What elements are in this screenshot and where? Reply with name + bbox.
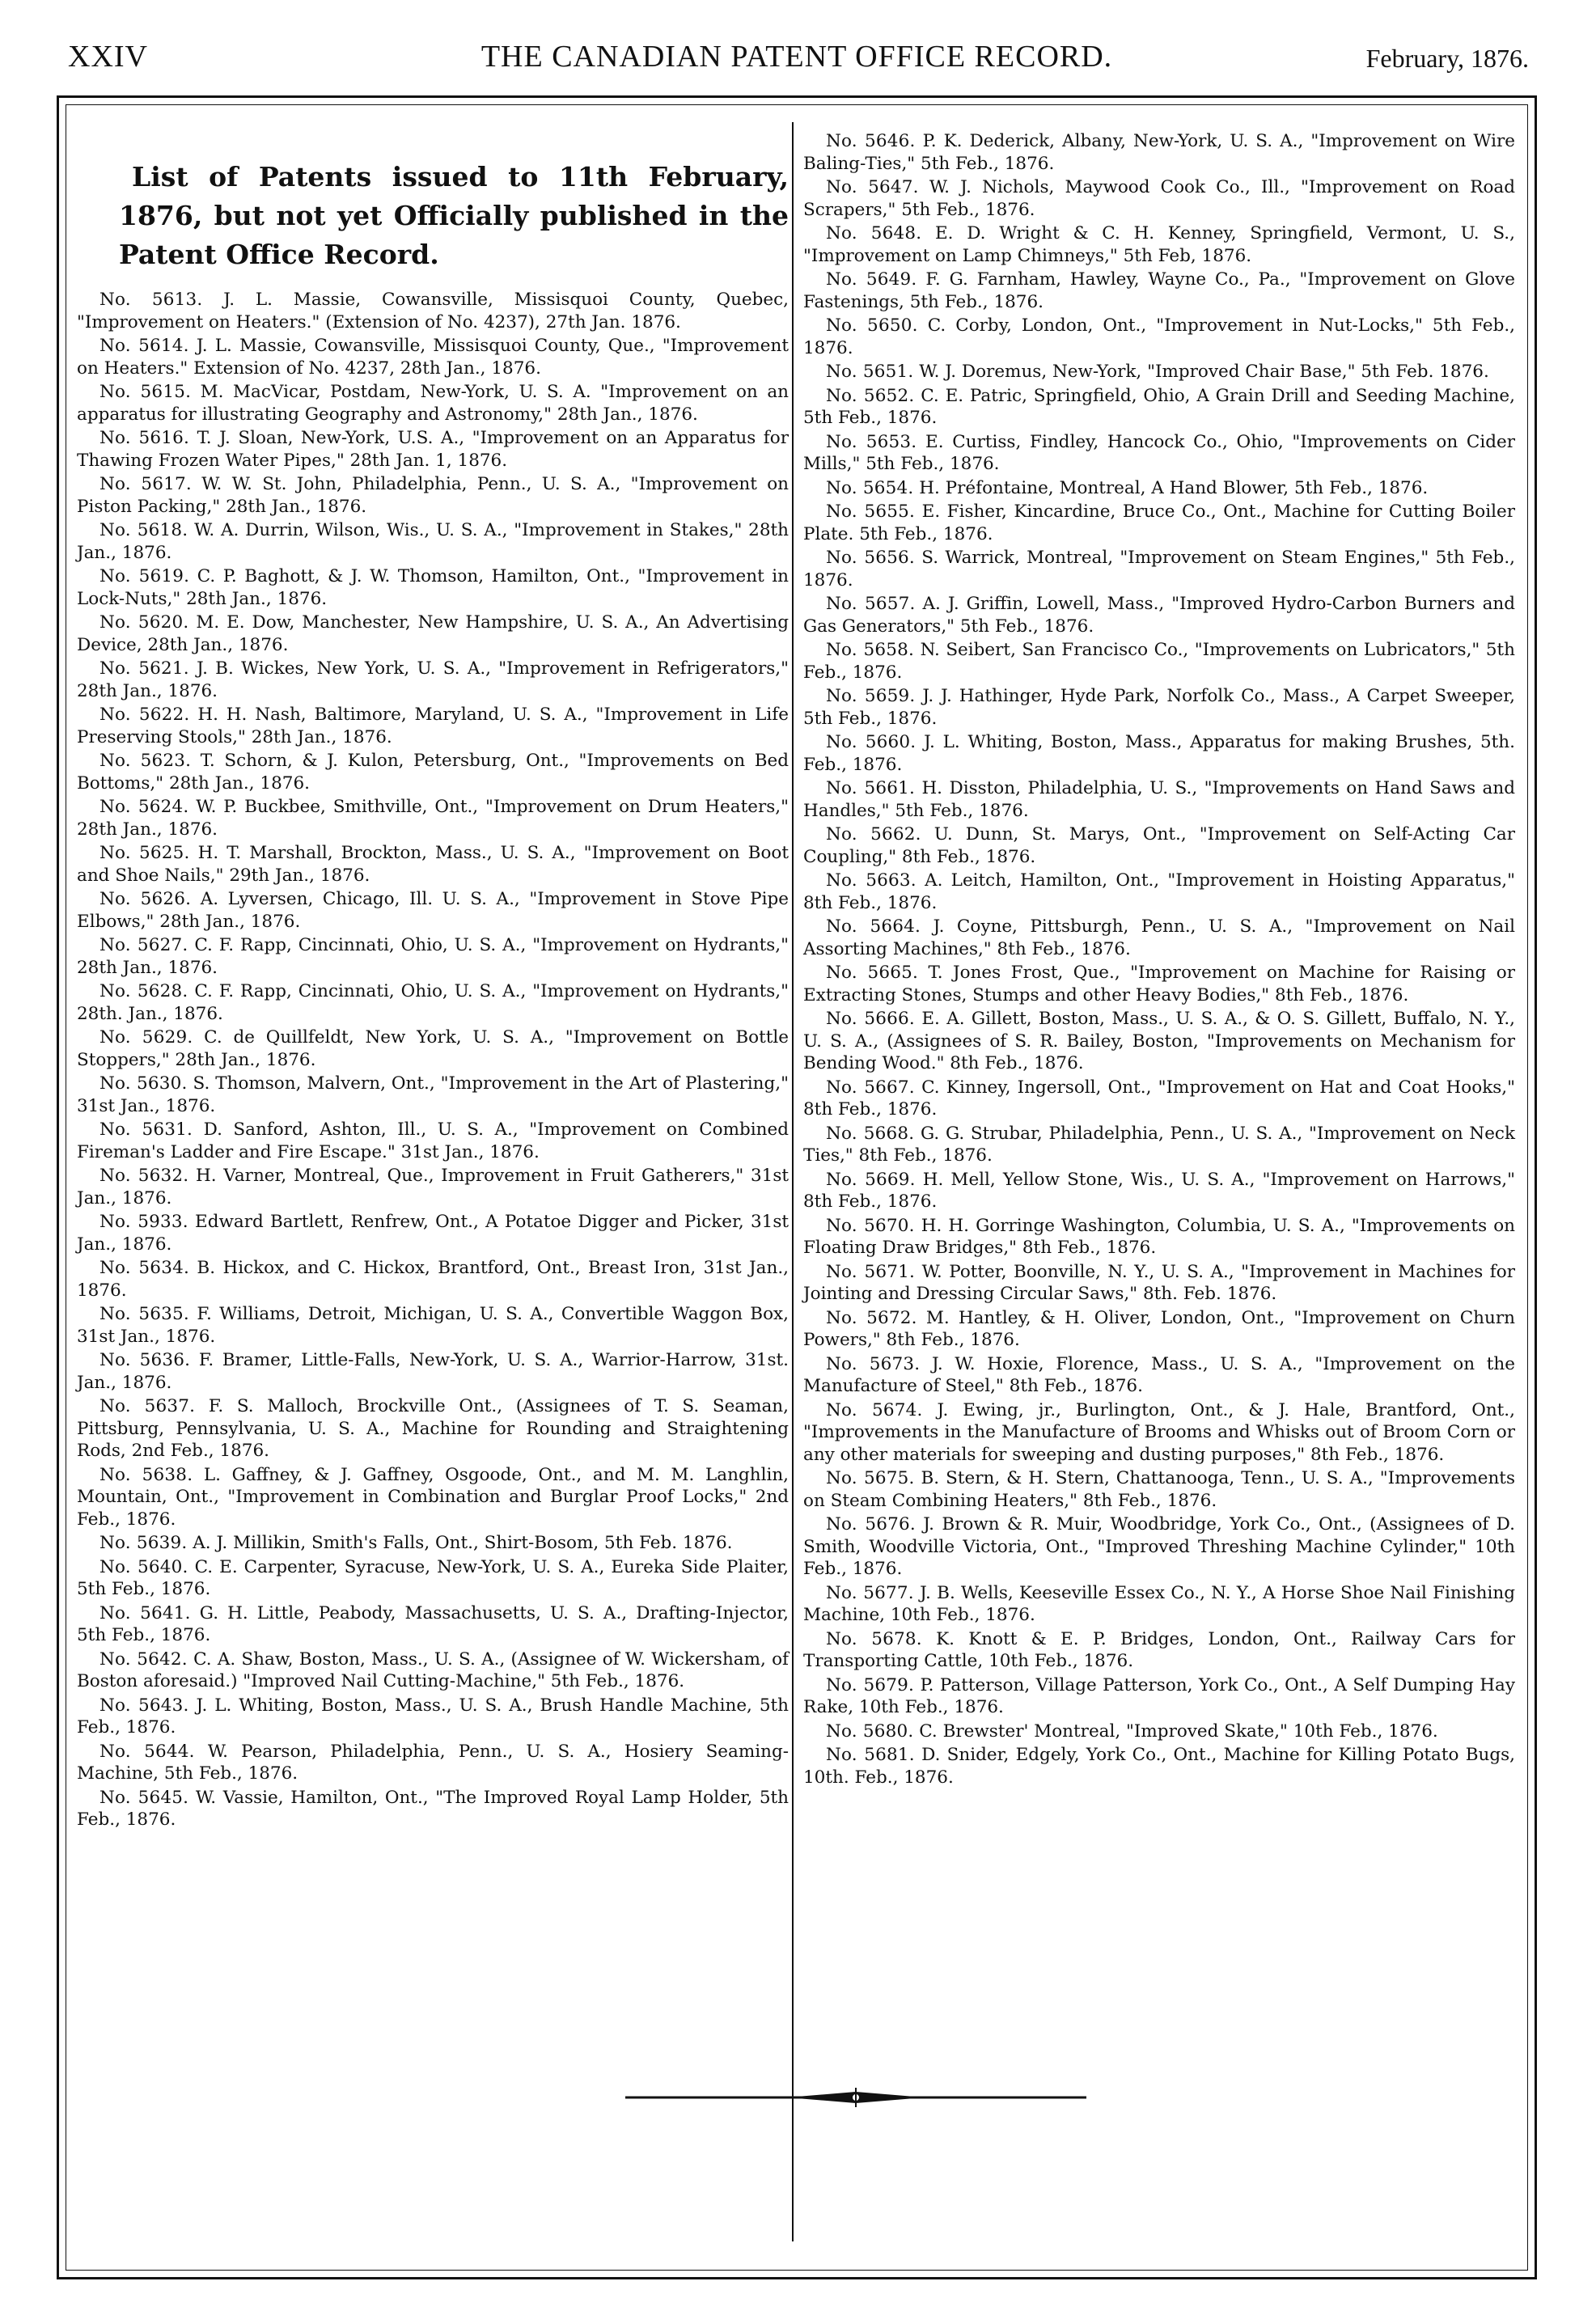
patent-number: No. 5634.	[99, 1258, 189, 1278]
patent-entry	[77, 427, 789, 472]
running-head	[57, 32, 1537, 81]
patent-entry	[77, 612, 789, 656]
patent-entry	[803, 361, 1515, 383]
patent-entry	[803, 222, 1515, 267]
patent-entry	[77, 1695, 789, 1739]
patent-number: No. 5623.	[99, 751, 192, 771]
patent-details: W. A. Durrin, Wilson, Wis., U. S. A., "Improvement in Stakes," 28th Jan., 1876.	[77, 520, 790, 563]
patent-entry	[803, 731, 1515, 776]
list-heading: List of Patents issued to 11th February, 1876, but not yet Officially published in the Patent Office Record.	[119, 161, 789, 270]
patent-entry	[77, 750, 789, 794]
patent-entry	[77, 1395, 789, 1462]
patent-number: No. 5666.	[826, 1009, 915, 1029]
patent-details: F. G. Farnham, Hawley, Wayne Co., Pa., "Improvement on Glove Fastenings, 5th Feb., 1876.	[803, 269, 1516, 312]
patent-entry	[803, 1123, 1515, 1167]
patent-entry	[77, 704, 789, 748]
left-column	[77, 130, 789, 1833]
patent-entry	[77, 335, 789, 379]
patent-details: F. S. Malloch, Brockville Ont., (Assignees of T. S. Seaman, Pittsburg, Pennsylvania, U. S. A., Machine for Rounding and Straightening Rods, 2nd Feb., 1876.	[77, 1396, 789, 1461]
patent-entry	[77, 1741, 789, 1785]
patent-details: E. D. Wright & C. H. Kenney, Springfield, Vermont, U. S., "Improvement on Lamp Chimneys," 5th Feb, 1876.	[803, 223, 1515, 266]
patent-entry	[803, 130, 1515, 175]
patent-number: No. 5614.	[99, 336, 189, 356]
patent-entry	[77, 1119, 789, 1163]
patent-number: No. 5665.	[826, 963, 919, 983]
patent-entry	[803, 1307, 1515, 1352]
patent-details: J. L. Massie, Cowansville, Missisquoi County, Que., "Improvement on Heaters." Extension of No. 4237, 28th Jan., 1876.	[77, 336, 789, 379]
patent-details: C. E. Carpenter, Syracuse, New-York, U. S. A., Eureka Side Plaiter, 5th Feb., 1876.	[77, 1556, 789, 1599]
patent-number: No. 5667.	[826, 1077, 915, 1098]
patent-number: No. 5672.	[826, 1307, 917, 1328]
patent-number: No. 5660.	[826, 732, 917, 752]
patent-number: No. 5647.	[826, 177, 919, 197]
patent-entry	[803, 1261, 1515, 1306]
patent-number: No. 5677.	[826, 1582, 914, 1603]
patent-details: J. Brown & R. Muir, Woodbridge, York Co., Ont., (Assignees of D. Smith, Woodville Victoria, Ont., "Improved Threshing Machine Cylinder," 10th Feb., 1876.	[803, 1514, 1515, 1579]
patent-entry	[77, 1349, 789, 1394]
patent-entry	[803, 593, 1515, 637]
patent-details: C. A. Shaw, Boston, Mass., U. S. A., (Assignee of W. Wickersham, of Boston aforesaid.) "Improved Nail Cutting-Machine," 5th Feb., 1876.	[77, 1649, 789, 1691]
patent-entry	[803, 916, 1515, 960]
patent-details: L. Gaffney, & J. Gaffney, Osgoode, Ont., and M. M. Langhlin, Mountain, Ont., "Improvement in Combination and Burglar Proof Locks," 2nd Feb., 1876.	[77, 1464, 790, 1530]
patent-entry	[803, 1513, 1515, 1581]
patent-details: Edward Bartlett, Renfrew, Ont., A Potatoe Digger and Picker, 31st Jan., 1876.	[77, 1212, 789, 1255]
patent-details: H. T. Marshall, Brockton, Mass., U. S. A., "Improvement on Boot and Shoe Nails," 29th Jan., 1876.	[77, 843, 789, 886]
right-patent-list	[803, 130, 1515, 1788]
patent-number: No. 5651.	[826, 362, 914, 382]
patent-details: A. J. Millikin, Smith's Falls, Ont., Shirt-Bosom, 5th Feb. 1876.	[193, 1533, 733, 1553]
patent-details: H. Préfontaine, Montreal, A Hand Blower, 5th Feb., 1876.	[919, 477, 1429, 498]
patent-details: B. Stern, & H. Stern, Chattanooga, Tenn., U. S. A., "Improvements on Steam Combining Heaters," 8th Feb., 1876.	[803, 1468, 1515, 1511]
patent-details: C. P. Baghott, & J. W. Thomson, Hamilton, Ont., "Improvement in Lock-Nuts," 28th Jan., 1876.	[77, 566, 789, 609]
publication-title: THE CANADIAN PATENT OFFICE RECORD.	[480, 40, 1113, 74]
patent-number: No. 5645.	[99, 1787, 189, 1808]
patent-number: No. 5655.	[826, 502, 916, 522]
patent-details: H. Disston, Philadelphia, U. S., "Improvements on Hand Saws and Handles," 5th Feb., 1876.	[803, 778, 1515, 821]
patent-details: F. Williams, Detroit, Michigan, U. S. A., Convertible Waggon Box, 31st Jan., 1876.	[77, 1304, 790, 1347]
patent-entry	[77, 289, 789, 333]
patent-number: No. 5644.	[99, 1741, 195, 1762]
patent-entry	[803, 1467, 1515, 1512]
patent-number: No. 5652.	[826, 385, 915, 406]
patent-details: W. Vassie, Hamilton, Ont., "The Improved Royal Lamp Holder, 5th Feb., 1876.	[77, 1787, 789, 1830]
patent-number: No. 5619.	[99, 566, 190, 586]
patent-details: A. Lyversen, Chicago, Ill. U. S. A., "Improvement in Stove Pipe Elbows," 28th Jan., 1876.	[77, 889, 789, 932]
patent-details: W. Potter, Boonville, N. Y., U. S. A., "Improvement in Machines for Jointing and Dressing Circular Saws," 8th. Feb. 1876.	[803, 1261, 1515, 1304]
patent-entry	[77, 934, 789, 979]
patent-details: C. de Quillfeldt, New York, U. S. A., "Improvement on Bottle Stoppers," 28th Jan., 1876.	[77, 1027, 789, 1070]
patent-entry	[77, 658, 789, 702]
patent-number: No. 5662.	[826, 824, 921, 844]
patent-entry	[77, 519, 789, 564]
patent-number: No. 5631.	[99, 1120, 193, 1140]
patent-number: No. 5624.	[99, 797, 189, 817]
patent-details: W. J. Doremus, New-York, "Improved Chair Base," 5th Feb. 1876.	[919, 362, 1489, 382]
patent-number: No. 5628.	[99, 981, 188, 1001]
patent-details: W. Pearson, Philadelphia, Penn., U. S. A., Hosiery Seaming-Machine, 5th Feb., 1876.	[77, 1741, 789, 1784]
patent-details: W. P. Buckbee, Smithville, Ont., "Improvement on Drum Heaters," 28th Jan., 1876.	[77, 797, 789, 840]
patent-entry	[803, 870, 1515, 914]
patent-details: H. H. Gorringe Washington, Columbia, U. S. A., "Improvements on Floating Draw Bridges," 8th Feb., 1876.	[803, 1215, 1516, 1258]
ornamental-rule	[625, 2088, 1086, 2107]
patent-number: No. 5656.	[826, 548, 915, 568]
patent-entry	[77, 1602, 789, 1647]
patent-number: No. 5646.	[826, 131, 916, 151]
patent-number: No. 5636.	[99, 1350, 191, 1370]
patent-details: T. Schorn, & J. Kulon, Petersburg, Ont., "Improvements on Bed Bottoms," 28th Jan., 1876.	[77, 751, 789, 794]
patent-details: C. Brewster' Montreal, "Improved Skate," 10th Feb., 1876.	[919, 1721, 1438, 1742]
patent-number: No. 5663.	[826, 870, 917, 891]
patent-number: No. 5618.	[99, 520, 188, 540]
patent-number: No. 5627.	[99, 935, 188, 955]
patent-details: N. Seibert, San Francisco Co., "Improvements on Lubricators," 5th Feb., 1876.	[803, 640, 1515, 683]
patent-number: No. 5650.	[826, 315, 918, 336]
patent-entry	[803, 1169, 1515, 1213]
patent-details: C. F. Rapp, Cincinnati, Ohio, U. S. A., "Improvement on Hydrants," 28th. Jan., 1876.	[77, 981, 789, 1024]
patent-entry	[77, 1464, 789, 1531]
patent-entry	[803, 1582, 1515, 1627]
patent-details: J. L. Massie, Cowansville, Missisquoi County, Quebec, "Improvement on Heaters." (Extension of No. 4237), 27th Jan. 1876.	[77, 290, 789, 332]
patent-entry	[77, 1211, 789, 1255]
patent-entry	[803, 1674, 1515, 1719]
patent-details: D. Sanford, Ashton, Ill., U. S. A., "Improvement on Combined Fireman's Ladder and Fire Escape." 31st Jan., 1876.	[77, 1120, 789, 1162]
patent-number: No. 5626.	[99, 889, 192, 909]
patent-entry	[803, 1077, 1515, 1121]
patent-details: C. F. Rapp, Cincinnati, Ohio, U. S. A., "Improvement on Hydrants," 28th Jan., 1876.	[77, 935, 789, 978]
patent-details: P. K. Dederick, Albany, New-York, U. S. A., "Improvement on Wire Baling-Ties," 5th Feb., 1876.	[803, 131, 1515, 174]
patent-number: No. 5681.	[826, 1745, 915, 1765]
patent-number: No. 5673.	[826, 1353, 921, 1374]
right-column	[803, 130, 1515, 1790]
patent-details: C. Corby, London, Ont., "Improvement in Nut-Locks," 5th Feb., 1876.	[803, 315, 1516, 358]
patent-number: No. 5674.	[826, 1399, 923, 1420]
patent-number: No. 5654.	[826, 477, 914, 498]
patent-details: J. Coyne, Pittsburgh, Penn., U. S. A., "Improvement on Nail Assorting Machines," 8th Feb., 1876.	[803, 916, 1515, 959]
patent-entry	[803, 639, 1515, 684]
patent-details: A. J. Griffin, Lowell, Mass., "Improved Hydro-Carbon Burners and Gas Generators," 5th Feb., 1876.	[803, 594, 1515, 637]
patent-entry	[803, 431, 1515, 476]
patent-details: E. A. Gillett, Boston, Mass., U. S. A., & O. S. Gillett, Buffalo, N. Y., U. S. A., (Assignees of S. R. Bailey, Boston, "Improvements on Mechanism for Bending Wood." 8th Feb., 1876.	[803, 1009, 1516, 1073]
patent-details: E. Curtiss, Findley, Hancock Co., Ohio, "Improvements on Cider Mills," 5th Feb., 1876.	[803, 431, 1515, 474]
patent-details: S. Thomson, Malvern, Ont., "Improvement in the Art of Plastering," 31st Jan., 1876.	[77, 1073, 789, 1116]
patent-number: No. 5635.	[99, 1304, 189, 1324]
patent-entry	[77, 796, 789, 840]
patent-details: A. Leitch, Hamilton, Ont., "Improvement in Hoisting Apparatus," 8th Feb., 1876.	[803, 870, 1515, 913]
patent-number: No. 5664.	[826, 916, 921, 937]
patent-number: No. 5616.	[99, 428, 190, 448]
patent-number: No. 5632.	[99, 1166, 189, 1186]
patent-details: J. B. Wells, Keeseville Essex Co., N. Y., A Horse Shoe Nail Finishing Machine, 10th Feb., 1876.	[803, 1582, 1515, 1625]
patent-entry	[803, 1008, 1515, 1075]
patent-number: No. 5622.	[99, 705, 190, 725]
patent-details: H. H. Nash, Baltimore, Maryland, U. S. A., "Improvement in Life Preserving Stools," 28th Jan., 1876.	[77, 705, 789, 747]
patent-number: No. 5670.	[826, 1215, 915, 1236]
patent-details: C. Kinney, Ingersoll, Ont., "Improvement on Hat and Coat Hooks," 8th Feb., 1876.	[803, 1077, 1515, 1120]
patent-number: No. 5621.	[99, 658, 189, 679]
patent-number: No. 5617.	[99, 474, 192, 494]
patent-number: No. 5629.	[99, 1027, 193, 1048]
patent-details: B. Hickox, and C. Hickox, Brantford, Ont., Breast Iron, 31st Jan., 1876.	[77, 1258, 789, 1301]
patent-details: S. Warrick, Montreal, "Improvement on Steam Engines," 5th Feb., 1876.	[803, 548, 1515, 590]
patent-number: No. 5680.	[826, 1721, 914, 1742]
patent-number: No. 5659.	[826, 686, 916, 706]
column-divider	[792, 122, 794, 2241]
patent-number: No. 5640.	[99, 1556, 188, 1577]
patent-number: No. 5638.	[99, 1464, 193, 1485]
patent-number: No. 5678.	[826, 1628, 922, 1649]
patent-number: No. 5642.	[99, 1649, 188, 1670]
patent-number: No. 5676.	[826, 1514, 916, 1534]
patent-entry	[77, 1556, 789, 1601]
page-number: XXIV	[68, 40, 148, 74]
left-patent-list	[77, 289, 789, 1831]
patent-number: No. 5639.	[99, 1533, 188, 1553]
patent-details: E. Fisher, Kincardine, Bruce Co., Ont., Machine for Cutting Boiler Plate. 5th Feb., 1876.	[803, 502, 1516, 544]
patent-number: No. 5625.	[99, 843, 190, 863]
patent-entry	[77, 1073, 789, 1117]
patent-details: T. Jones Frost, Que., "Improvement on Machine for Raising or Extracting Stones, Stumps and other Heavy Bodies," 8th Feb., 1876.	[803, 963, 1515, 1005]
patent-number: No. 5675.	[826, 1468, 915, 1488]
patent-number: No. 5641.	[99, 1602, 191, 1623]
patent-details: D. Snider, Edgely, York Co., Ont., Machine for Killing Potato Bugs, 10th. Feb., 1876.	[803, 1745, 1515, 1788]
patent-details: C. E. Patric, Springfield, Ohio, A Grain Drill and Seeding Machine, 5th Feb., 1876.	[803, 385, 1515, 428]
patent-entry	[803, 1215, 1515, 1259]
patent-entry	[803, 269, 1515, 313]
patent-number: No. 5661.	[826, 778, 915, 798]
patent-entry	[77, 888, 789, 933]
patent-number: No. 5613.	[99, 290, 203, 310]
patent-details: U. Dunn, St. Marys, Ont., "Improvement on Self-Acting Car Coupling," 8th Feb., 1876.	[803, 824, 1515, 867]
patent-details: J. B. Wickes, New York, U. S. A., "Improvement in Refrigerators," 28th Jan., 1876.	[77, 658, 789, 701]
patent-details: H. Varner, Montreal, Que., Improvement in Fruit Gatherers," 31st Jan., 1876.	[77, 1166, 789, 1208]
patent-number: No. 5649.	[826, 269, 917, 290]
patent-entry	[77, 1165, 789, 1209]
patent-entry	[803, 777, 1515, 822]
patent-details: W. J. Nichols, Maywood Cook Co., Ill., "Improvement on Road Scrapers," 5th Feb., 1876.	[803, 177, 1515, 220]
patent-entry	[77, 842, 789, 887]
patent-details: G. H. Little, Peabody, Massachusetts, U. S. A., Drafting-Injector, 5th Feb., 1876.	[77, 1602, 790, 1645]
patent-entry	[803, 1353, 1515, 1398]
patent-entry	[803, 547, 1515, 591]
patent-entry	[77, 1257, 789, 1302]
patent-entry	[803, 823, 1515, 868]
patent-entry	[77, 1026, 789, 1071]
patent-details: T. J. Sloan, New-York, U.S. A., "Improvement on an Apparatus for Thawing Frozen Water Pipes," 28th Jan. 1, 1876.	[77, 428, 789, 471]
patent-number: No. 5630.	[99, 1073, 188, 1094]
patent-number: No. 5653.	[826, 431, 917, 452]
issue-date: February, 1876.	[1365, 44, 1529, 73]
patent-entry	[77, 381, 789, 425]
patent-details: M. MacVicar, Postdam, New-York, U. S. A. "Improvement on an apparatus for illustrating Geography and Astronomy," 28th Jan., 1876.	[77, 382, 789, 425]
patent-entry	[803, 962, 1515, 1006]
patent-entry	[803, 1721, 1515, 1743]
patent-entry	[77, 565, 789, 610]
patent-entry	[77, 1649, 789, 1693]
patent-details: P. Patterson, Village Patterson, York Co., Ont., A Self Dumping Hay Rake, 10th Feb., 1876.	[803, 1674, 1515, 1717]
patent-number: No. 5658.	[826, 640, 915, 660]
patent-details: M. Hantley, & H. Oliver, London, Ont., "Improvement on Churn Powers," 8th Feb., 1876.	[803, 1307, 1515, 1350]
patent-details: J. J. Hathinger, Hyde Park, Norfolk Co., Mass., A Carpet Sweeper, 5th Feb., 1876.	[803, 686, 1516, 729]
patent-details: F. Bramer, Little-Falls, New-York, U. S. A., Warrior-Harrow, 31st. Jan., 1876.	[77, 1350, 789, 1393]
patent-details: J. L. Whiting, Boston, Mass., U. S. A., Brush Handle Machine, 5th Feb., 1876.	[77, 1695, 790, 1737]
patent-number: No. 5671.	[826, 1261, 916, 1282]
patent-number: No. 5933.	[99, 1212, 188, 1232]
patent-details: J. W. Hoxie, Florence, Mass., U. S. A., "Improvement on the Manufacture of Steel," 8th Feb., 1876.	[803, 1353, 1515, 1396]
patent-details: G. G. Strubar, Philadelphia, Penn., U. S. A., "Improvement on Neck Ties," 8th Feb., 1876.	[803, 1123, 1515, 1166]
patent-number: No. 5648.	[826, 223, 922, 243]
patent-number: No. 5657.	[826, 594, 916, 614]
patent-entry	[77, 1787, 789, 1831]
patent-number: No. 5620.	[99, 612, 189, 633]
patent-entry	[77, 1303, 789, 1348]
patent-number: No. 5615.	[99, 382, 192, 402]
patent-details: M. E. Dow, Manchester, New Hampshire, U. S. A., An Advertising Device, 28th Jan., 1876.	[77, 612, 789, 655]
patent-entry	[803, 385, 1515, 430]
patent-entry	[803, 501, 1515, 545]
patent-entry	[803, 315, 1515, 359]
patent-entry	[803, 176, 1515, 221]
patent-number: No. 5669.	[826, 1169, 916, 1190]
patent-entry	[803, 1744, 1515, 1788]
patent-number: No. 5668.	[826, 1123, 915, 1144]
patent-details: K. Knott & E. P. Bridges, London, Ont., Railway Cars for Transporting Cattle, 10th Feb., 1876.	[803, 1628, 1515, 1671]
patent-entry	[803, 477, 1515, 500]
patent-entry	[77, 1532, 789, 1555]
patent-details: H. Mell, Yellow Stone, Wis., U. S. A., "Improvement on Harrows," 8th Feb., 1876.	[803, 1169, 1515, 1212]
patent-entry	[803, 1399, 1515, 1467]
patent-details: W. W. St. John, Philadelphia, Penn., U. S. A., "Improvement on Piston Packing," 28th Jan., 1876.	[77, 474, 789, 517]
patent-entry	[77, 980, 789, 1025]
patent-entry	[803, 685, 1515, 730]
patent-number: No. 5679.	[826, 1674, 915, 1695]
patent-entry	[77, 473, 789, 518]
page-frame	[57, 95, 1537, 2279]
patent-details: J. Ewing, jr., Burlington, Ont., & J. Hale, Brantford, Ont., "Improvements in the Manufacture of Brooms and Whisks out of Broom Corn or any other materials for sweeping and dusting purposes," 8th Feb., 1876.	[803, 1399, 1515, 1465]
patent-number: No. 5637.	[99, 1396, 196, 1416]
patent-entry	[803, 1628, 1515, 1673]
patent-details: J. L. Whiting, Boston, Mass., Apparatus for making Brushes, 5th. Feb., 1876.	[803, 732, 1515, 775]
patent-number: No. 5643.	[99, 1695, 189, 1716]
